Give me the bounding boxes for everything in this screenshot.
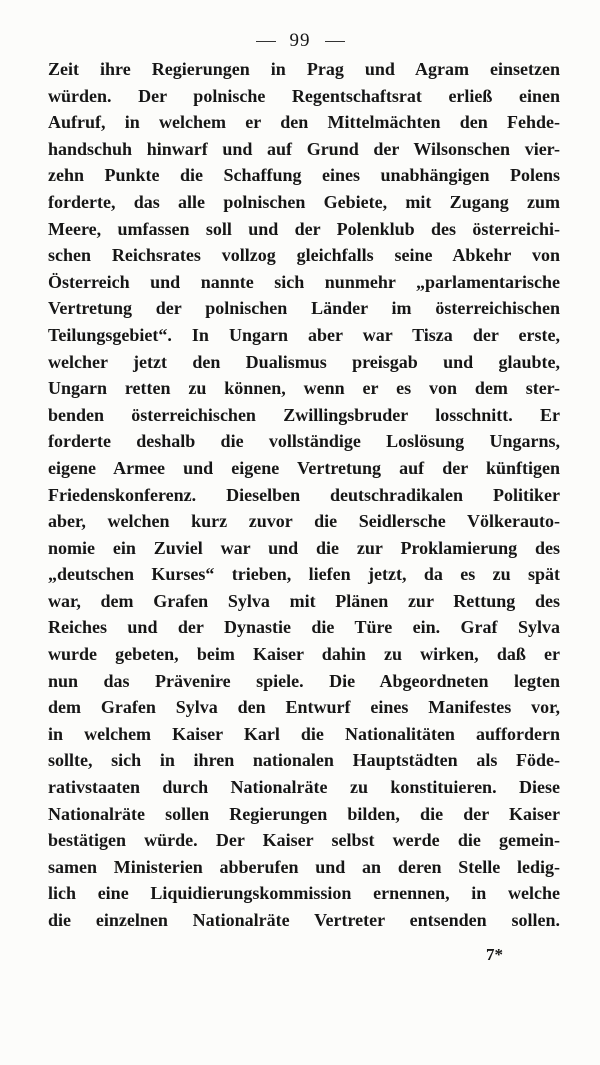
text-line	[48, 295, 560, 322]
text-line	[48, 854, 560, 881]
text-line-content: schen Reichsrates vollzog gleichfalls seine Abkehr von	[48, 245, 560, 266]
text-line	[48, 109, 560, 136]
text-line-content: in welchem Kaiser Karl die Nationalitäten auffordern	[48, 723, 560, 744]
text-line-content: welcher jetzt den Dualismus preisgab und glaubte,	[48, 351, 560, 372]
text-line	[48, 614, 560, 641]
body-text	[48, 0, 560, 934]
text-line	[48, 455, 560, 482]
text-line	[48, 747, 560, 774]
text-line	[48, 508, 560, 535]
text-line	[48, 136, 560, 163]
signature-mark: 7*	[486, 944, 503, 964]
text-line	[48, 561, 560, 588]
text-line-content: bestätigen würde. Der Kaiser selbst werde die gemein-	[48, 830, 560, 851]
text-line	[48, 242, 560, 269]
text-line	[48, 694, 560, 721]
text-line-content: Zeit ihre Regierungen in Prag und Agram einsetzen	[48, 59, 560, 79]
text-line	[48, 162, 560, 189]
text-line	[48, 322, 560, 349]
text-line-content: Meere, umfassen soll und der Polenklub des österreichi-	[48, 218, 560, 239]
text-line-content: forderte deshalb die vollständige Loslösung Ungarns,	[48, 431, 560, 452]
text-line-content: die einzelnen Nationalräte Vertreter entsenden sollen.	[48, 910, 560, 930]
text-line-content: handschuh hinwarf und auf Grund der Wilsonschen vier-	[48, 138, 560, 159]
text-line-content: dem Grafen Sylva den Entwurf eines Manifestes vor,	[48, 697, 560, 718]
text-line-content: Nationalräte sollen Regierungen bilden, die der Kaiser	[48, 803, 560, 824]
text-line-content: sollte, sich in ihren nationalen Hauptstädten als Föde-	[48, 750, 560, 771]
text-line-content: war, dem Grafen Sylva mit Plänen zur Rettung des	[48, 590, 560, 611]
text-line	[48, 375, 560, 402]
text-line	[48, 83, 560, 110]
text-line	[48, 428, 560, 455]
text-line-content: wurde gebeten, beim Kaiser dahin zu wirken, daß er	[48, 644, 560, 665]
text-line	[48, 588, 560, 615]
text-line	[48, 482, 560, 509]
text-line-content: nomie ein Zuviel war und die zur Proklamierung des	[48, 537, 560, 558]
text-line-content: rativstaaten durch Nationalräte zu konstituieren. Diese	[48, 777, 560, 798]
text-line	[48, 907, 560, 934]
text-line-content: forderte, das alle polnischen Gebiete, mit Zugang zum	[48, 191, 560, 212]
text-line	[48, 880, 560, 907]
text-line-content: lich eine Liquidierungskommission ernennen, in welche	[48, 883, 560, 904]
text-line-content: Ungarn retten zu können, wenn er es von dem ster-	[48, 378, 560, 399]
text-line	[48, 189, 560, 216]
text-line-content: Österreich und nannte sich nunmehr „parlamentarische	[48, 271, 560, 292]
text-line	[48, 668, 560, 695]
text-line	[48, 216, 560, 243]
text-line-content: Teilungsgebiet“. In Ungarn aber war Tisza der erste,	[48, 324, 560, 345]
text-line	[48, 774, 560, 801]
text-line-content: Aufruf, in welchem er den Mittelmächten den Fehde-	[48, 112, 560, 133]
text-line-content: „deutschen Kurses“ trieben, liefen jetzt, da es zu spät	[48, 564, 560, 585]
text-line-content: Friedenskonferenz. Dieselben deutschradikalen Politiker	[48, 484, 560, 505]
text-line-content: benden österreichischen Zwillingsbruder losschnitt. Er	[48, 404, 560, 425]
text-line	[48, 641, 560, 668]
text-line-content: aber, welchen kurz zuvor die Seidlersche Völkerauto-	[48, 511, 560, 532]
text-line	[48, 721, 560, 748]
text-line	[48, 56, 560, 83]
text-line	[48, 827, 560, 854]
text-line	[48, 535, 560, 562]
text-line	[48, 349, 560, 376]
text-line-content: Vertretung der polnischen Länder im österreichischen	[48, 298, 560, 319]
text-line-content: nun das Prävenire spiele. Die Abgeordneten legten	[48, 670, 560, 691]
page-number-text: 99	[289, 30, 311, 51]
text-line	[48, 402, 560, 429]
text-line-content: würden. Der polnische Regentschaftsrat erließ einen	[48, 85, 560, 106]
text-line-content: samen Ministerien abberufen und an deren Stelle ledig-	[48, 856, 560, 877]
text-line	[48, 801, 560, 828]
text-line	[48, 269, 560, 296]
text-line-content: zehn Punkte die Schaffung eines unabhängigen Polens	[48, 165, 560, 186]
text-line-content: Reiches und der Dynastie die Türe ein. Graf Sylva	[48, 617, 560, 638]
text-line-content: eigene Armee und eigene Vertretung auf der künftigen	[48, 457, 560, 478]
